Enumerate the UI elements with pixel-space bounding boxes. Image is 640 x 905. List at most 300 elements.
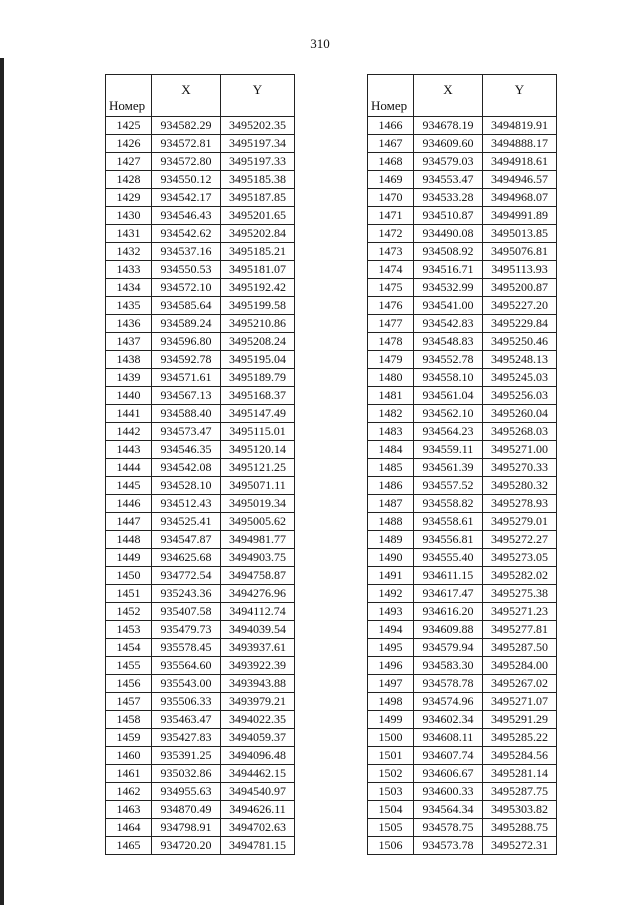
- cell-x: 934579.94: [414, 639, 483, 657]
- cell-x: 935578.45: [152, 639, 221, 657]
- cell-x: 934602.34: [414, 711, 483, 729]
- cell-x: 935506.33: [152, 693, 221, 711]
- cell-x: 934583.30: [414, 657, 483, 675]
- header-number: Номер: [106, 75, 152, 117]
- cell-number: 1451: [106, 585, 152, 603]
- table-row: [106, 153, 295, 171]
- cell-y: 3495197.33: [221, 153, 295, 171]
- cell-number: 1476: [368, 297, 414, 315]
- cell-y: 3495271.07: [483, 693, 557, 711]
- cell-x: 934579.03: [414, 153, 483, 171]
- table-row: [106, 387, 295, 405]
- cell-number: 1477: [368, 315, 414, 333]
- cell-y: 3494968.07: [483, 189, 557, 207]
- cell-number: 1454: [106, 639, 152, 657]
- cell-x: 935463.47: [152, 711, 221, 729]
- cell-y: 3495120.14: [221, 441, 295, 459]
- cell-x: 934592.78: [152, 351, 221, 369]
- table-row: [106, 657, 295, 675]
- table-row: [106, 531, 295, 549]
- table-row: [106, 693, 295, 711]
- cell-number: 1465: [106, 837, 152, 855]
- cell-x: 934571.61: [152, 369, 221, 387]
- cell-y: 3495019.34: [221, 495, 295, 513]
- cell-y: 3495208.24: [221, 333, 295, 351]
- cell-y: 3494981.77: [221, 531, 295, 549]
- cell-x: 934558.82: [414, 495, 483, 513]
- cell-y: 3495202.84: [221, 225, 295, 243]
- cell-x: 934572.10: [152, 279, 221, 297]
- cell-x: 934720.20: [152, 837, 221, 855]
- cell-y: 3495303.82: [483, 801, 557, 819]
- cell-y: 3495248.13: [483, 351, 557, 369]
- cell-x: 934558.10: [414, 369, 483, 387]
- cell-y: 3495227.20: [483, 297, 557, 315]
- cell-y: 3495268.03: [483, 423, 557, 441]
- table-row: [106, 477, 295, 495]
- cell-y: 3495192.42: [221, 279, 295, 297]
- cell-y: 3495288.75: [483, 819, 557, 837]
- cell-number: 1503: [368, 783, 414, 801]
- table-row: [368, 189, 557, 207]
- cell-y: 3495260.04: [483, 405, 557, 423]
- table-row: [368, 387, 557, 405]
- cell-number: 1457: [106, 693, 152, 711]
- cell-y: 3494991.89: [483, 207, 557, 225]
- cell-number: 1447: [106, 513, 152, 531]
- cell-y: 3495271.23: [483, 603, 557, 621]
- table-row: [368, 279, 557, 297]
- cell-y: 3495250.46: [483, 333, 557, 351]
- table-header-row: [368, 75, 557, 117]
- cell-y: 3494112.74: [221, 603, 295, 621]
- table-row: [368, 405, 557, 423]
- table-row: [368, 801, 557, 819]
- cell-y: 3495202.35: [221, 117, 295, 135]
- coordinates-table-left: [105, 74, 295, 855]
- table-row: [106, 621, 295, 639]
- cell-y: 3495121.25: [221, 459, 295, 477]
- cell-number: 1468: [368, 153, 414, 171]
- table-row: [368, 333, 557, 351]
- cell-number: 1490: [368, 549, 414, 567]
- table-row: [106, 819, 295, 837]
- page-number: 310: [310, 36, 330, 51]
- cell-y: 3495277.81: [483, 621, 557, 639]
- cell-x: 934609.60: [414, 135, 483, 153]
- cell-number: 1489: [368, 531, 414, 549]
- cell-y: 3495267.02: [483, 675, 557, 693]
- cell-number: 1500: [368, 729, 414, 747]
- table-row: [368, 495, 557, 513]
- cell-number: 1480: [368, 369, 414, 387]
- cell-number: 1472: [368, 225, 414, 243]
- table-row: [106, 297, 295, 315]
- cell-y: 3495285.22: [483, 729, 557, 747]
- cell-y: 3495256.03: [483, 387, 557, 405]
- cell-y: 3495195.04: [221, 351, 295, 369]
- table-row: [106, 441, 295, 459]
- cell-x: 934550.12: [152, 171, 221, 189]
- table-row: [368, 441, 557, 459]
- table-row: [106, 495, 295, 513]
- cell-y: 3494276.96: [221, 585, 295, 603]
- table-row: [106, 549, 295, 567]
- cell-y: 3495270.33: [483, 459, 557, 477]
- table-row: [106, 171, 295, 189]
- cell-y: 3495272.27: [483, 531, 557, 549]
- table-row: [368, 837, 557, 855]
- table-row: [368, 117, 557, 135]
- table-row: [368, 297, 557, 315]
- table-row: [368, 225, 557, 243]
- table-row: [368, 621, 557, 639]
- cell-x: 934532.99: [414, 279, 483, 297]
- cell-x: 934528.10: [152, 477, 221, 495]
- cell-x: 934572.80: [152, 153, 221, 171]
- cell-x: 934547.87: [152, 531, 221, 549]
- cell-number: 1478: [368, 333, 414, 351]
- table-row: [106, 351, 295, 369]
- cell-x: 934609.88: [414, 621, 483, 639]
- table-row: [106, 243, 295, 261]
- cell-number: 1474: [368, 261, 414, 279]
- table-row: [106, 729, 295, 747]
- cell-number: 1443: [106, 441, 152, 459]
- cell-number: 1505: [368, 819, 414, 837]
- cell-x: 934537.16: [152, 243, 221, 261]
- cell-y: 3495287.75: [483, 783, 557, 801]
- cell-x: 934564.23: [414, 423, 483, 441]
- table-row: [106, 279, 295, 297]
- cell-x: 934578.78: [414, 675, 483, 693]
- table-row: [106, 567, 295, 585]
- cell-number: 1436: [106, 315, 152, 333]
- cell-x: 934772.54: [152, 567, 221, 585]
- cell-y: 3494039.54: [221, 621, 295, 639]
- cell-number: 1487: [368, 495, 414, 513]
- cell-number: 1434: [106, 279, 152, 297]
- cell-x: 934573.78: [414, 837, 483, 855]
- cell-x: 934574.96: [414, 693, 483, 711]
- header-y: Y: [221, 75, 295, 117]
- table-header-row: [106, 75, 295, 117]
- cell-x: 934548.83: [414, 333, 483, 351]
- cell-x: 934558.61: [414, 513, 483, 531]
- cell-number: 1439: [106, 369, 152, 387]
- cell-x: 934557.52: [414, 477, 483, 495]
- table-row: [368, 171, 557, 189]
- cell-y: 3494819.91: [483, 117, 557, 135]
- table-row: [368, 243, 557, 261]
- cell-number: 1488: [368, 513, 414, 531]
- cell-x: 934798.91: [152, 819, 221, 837]
- cell-x: 934542.17: [152, 189, 221, 207]
- table-row: [368, 315, 557, 333]
- cell-x: 934596.80: [152, 333, 221, 351]
- cell-number: 1437: [106, 333, 152, 351]
- table-row: [368, 639, 557, 657]
- cell-y: 3495147.49: [221, 405, 295, 423]
- cell-number: 1471: [368, 207, 414, 225]
- cell-x: 934616.20: [414, 603, 483, 621]
- table-row: [106, 459, 295, 477]
- cell-number: 1494: [368, 621, 414, 639]
- table-row: [368, 783, 557, 801]
- cell-x: 934542.62: [152, 225, 221, 243]
- table-row: [106, 369, 295, 387]
- table-row: [368, 153, 557, 171]
- cell-x: 934582.29: [152, 117, 221, 135]
- cell-x: 934562.10: [414, 405, 483, 423]
- cell-x: 934588.40: [152, 405, 221, 423]
- cell-y: 3494888.17: [483, 135, 557, 153]
- table-row: [106, 207, 295, 225]
- cell-x: 934578.75: [414, 819, 483, 837]
- table-row: [106, 135, 295, 153]
- table-row: [106, 675, 295, 693]
- cell-x: 934607.74: [414, 747, 483, 765]
- cell-number: 1504: [368, 801, 414, 819]
- cell-x: 934552.78: [414, 351, 483, 369]
- table-row: [106, 261, 295, 279]
- cell-x: 934516.71: [414, 261, 483, 279]
- cell-number: 1433: [106, 261, 152, 279]
- table-row: [106, 765, 295, 783]
- table-row: [106, 333, 295, 351]
- cell-y: 3495284.56: [483, 747, 557, 765]
- cell-number: 1473: [368, 243, 414, 261]
- table-row: [368, 585, 557, 603]
- cell-y: 3495272.31: [483, 837, 557, 855]
- table-row: [368, 369, 557, 387]
- cell-y: 3493922.39: [221, 657, 295, 675]
- table-row: [106, 405, 295, 423]
- cell-number: 1441: [106, 405, 152, 423]
- cell-y: 3495281.14: [483, 765, 557, 783]
- cell-number: 1428: [106, 171, 152, 189]
- table-row: [368, 261, 557, 279]
- cell-number: 1429: [106, 189, 152, 207]
- cell-number: 1475: [368, 279, 414, 297]
- cell-number: 1444: [106, 459, 152, 477]
- cell-y: 3495013.85: [483, 225, 557, 243]
- cell-x: 934542.08: [152, 459, 221, 477]
- cell-y: 3495291.29: [483, 711, 557, 729]
- cell-number: 1452: [106, 603, 152, 621]
- cell-y: 3495181.07: [221, 261, 295, 279]
- cell-x: 934600.33: [414, 783, 483, 801]
- table-row: [106, 225, 295, 243]
- cell-number: 1435: [106, 297, 152, 315]
- cell-x: 935032.86: [152, 765, 221, 783]
- cell-x: 934573.47: [152, 423, 221, 441]
- cell-number: 1484: [368, 441, 414, 459]
- cell-y: 3494462.15: [221, 765, 295, 783]
- header-x: X: [152, 75, 221, 117]
- table-row: [106, 603, 295, 621]
- cell-y: 3494022.35: [221, 711, 295, 729]
- cell-number: 1499: [368, 711, 414, 729]
- cell-number: 1469: [368, 171, 414, 189]
- cell-number: 1486: [368, 477, 414, 495]
- table-body-left: [106, 117, 295, 855]
- cell-x: 934564.34: [414, 801, 483, 819]
- table-row: [368, 675, 557, 693]
- cell-number: 1481: [368, 387, 414, 405]
- cell-y: 3494702.63: [221, 819, 295, 837]
- cell-number: 1430: [106, 207, 152, 225]
- cell-y: 3495280.32: [483, 477, 557, 495]
- cell-number: 1432: [106, 243, 152, 261]
- table-row: [106, 801, 295, 819]
- cell-x: 934567.13: [152, 387, 221, 405]
- cell-y: 3495168.37: [221, 387, 295, 405]
- cell-number: 1450: [106, 567, 152, 585]
- table-row: [368, 711, 557, 729]
- cell-y: 3495273.05: [483, 549, 557, 567]
- cell-x: 934589.24: [152, 315, 221, 333]
- cell-number: 1453: [106, 621, 152, 639]
- cell-y: 3495275.38: [483, 585, 557, 603]
- table-row: [368, 531, 557, 549]
- cell-x: 934585.64: [152, 297, 221, 315]
- cell-x: 935243.36: [152, 585, 221, 603]
- table-row: [368, 513, 557, 531]
- cell-x: 934556.81: [414, 531, 483, 549]
- cell-number: 1449: [106, 549, 152, 567]
- cell-number: 1501: [368, 747, 414, 765]
- cell-y: 3495284.00: [483, 657, 557, 675]
- cell-y: 3495115.01: [221, 423, 295, 441]
- table-row: [368, 567, 557, 585]
- cell-number: 1482: [368, 405, 414, 423]
- cell-number: 1493: [368, 603, 414, 621]
- cell-x: 934508.92: [414, 243, 483, 261]
- cell-x: 934559.11: [414, 441, 483, 459]
- cell-y: 3494059.37: [221, 729, 295, 747]
- cell-x: 934870.49: [152, 801, 221, 819]
- table-row: [368, 693, 557, 711]
- cell-number: 1495: [368, 639, 414, 657]
- table-row: [368, 477, 557, 495]
- table-row: [368, 549, 557, 567]
- table-row: [368, 423, 557, 441]
- cell-number: 1483: [368, 423, 414, 441]
- table-row: [368, 765, 557, 783]
- cell-x: 934608.11: [414, 729, 483, 747]
- header-y: Y: [483, 75, 557, 117]
- table-row: [368, 657, 557, 675]
- cell-y: 3493943.88: [221, 675, 295, 693]
- table-row: [106, 783, 295, 801]
- cell-y: 3495071.11: [221, 477, 295, 495]
- cell-y: 3495199.58: [221, 297, 295, 315]
- cell-x: 934510.87: [414, 207, 483, 225]
- cell-x: 934541.00: [414, 297, 483, 315]
- table-row: [368, 207, 557, 225]
- cell-number: 1466: [368, 117, 414, 135]
- cell-y: 3494626.11: [221, 801, 295, 819]
- cell-x: 935543.00: [152, 675, 221, 693]
- cell-number: 1461: [106, 765, 152, 783]
- cell-x: 935407.58: [152, 603, 221, 621]
- cell-y: 3494918.61: [483, 153, 557, 171]
- cell-number: 1463: [106, 801, 152, 819]
- cell-x: 934533.28: [414, 189, 483, 207]
- cell-y: 3494903.75: [221, 549, 295, 567]
- cell-number: 1446: [106, 495, 152, 513]
- cell-y: 3495076.81: [483, 243, 557, 261]
- cell-number: 1427: [106, 153, 152, 171]
- cell-number: 1455: [106, 657, 152, 675]
- cell-number: 1506: [368, 837, 414, 855]
- cell-x: 934546.35: [152, 441, 221, 459]
- cell-x: 934512.43: [152, 495, 221, 513]
- cell-number: 1440: [106, 387, 152, 405]
- cell-y: 3495005.62: [221, 513, 295, 531]
- table-row: [368, 729, 557, 747]
- cell-number: 1479: [368, 351, 414, 369]
- cell-number: 1438: [106, 351, 152, 369]
- table-row: [368, 135, 557, 153]
- cell-y: 3495189.79: [221, 369, 295, 387]
- cell-y: 3493979.21: [221, 693, 295, 711]
- cell-x: 935479.73: [152, 621, 221, 639]
- scan-edge-bar: [0, 58, 4, 905]
- cell-y: 3495287.50: [483, 639, 557, 657]
- cell-x: 935564.60: [152, 657, 221, 675]
- cell-y: 3495201.65: [221, 207, 295, 225]
- cell-number: 1497: [368, 675, 414, 693]
- cell-x: 934561.39: [414, 459, 483, 477]
- cell-number: 1431: [106, 225, 152, 243]
- cell-x: 934490.08: [414, 225, 483, 243]
- cell-x: 934542.83: [414, 315, 483, 333]
- cell-number: 1456: [106, 675, 152, 693]
- table-row: [106, 747, 295, 765]
- cell-number: 1492: [368, 585, 414, 603]
- cell-y: 3495187.85: [221, 189, 295, 207]
- cell-x: 934561.04: [414, 387, 483, 405]
- cell-number: 1467: [368, 135, 414, 153]
- table-row: [368, 603, 557, 621]
- cell-y: 3495185.38: [221, 171, 295, 189]
- cell-number: 1491: [368, 567, 414, 585]
- cell-number: 1442: [106, 423, 152, 441]
- cell-number: 1448: [106, 531, 152, 549]
- cell-y: 3495278.93: [483, 495, 557, 513]
- cell-number: 1496: [368, 657, 414, 675]
- table-row: [106, 189, 295, 207]
- cell-x: 934625.68: [152, 549, 221, 567]
- cell-x: 934606.67: [414, 765, 483, 783]
- cell-number: 1459: [106, 729, 152, 747]
- cell-number: 1462: [106, 783, 152, 801]
- cell-y: 3494781.15: [221, 837, 295, 855]
- table-row: [106, 837, 295, 855]
- cell-x: 934553.47: [414, 171, 483, 189]
- cell-number: 1460: [106, 747, 152, 765]
- cell-x: 935391.25: [152, 747, 221, 765]
- table-row: [106, 117, 295, 135]
- table-row: [106, 585, 295, 603]
- cell-x: 934525.41: [152, 513, 221, 531]
- cell-y: 3495229.84: [483, 315, 557, 333]
- cell-x: 934572.81: [152, 135, 221, 153]
- table-row: [368, 747, 557, 765]
- cell-y: 3495271.00: [483, 441, 557, 459]
